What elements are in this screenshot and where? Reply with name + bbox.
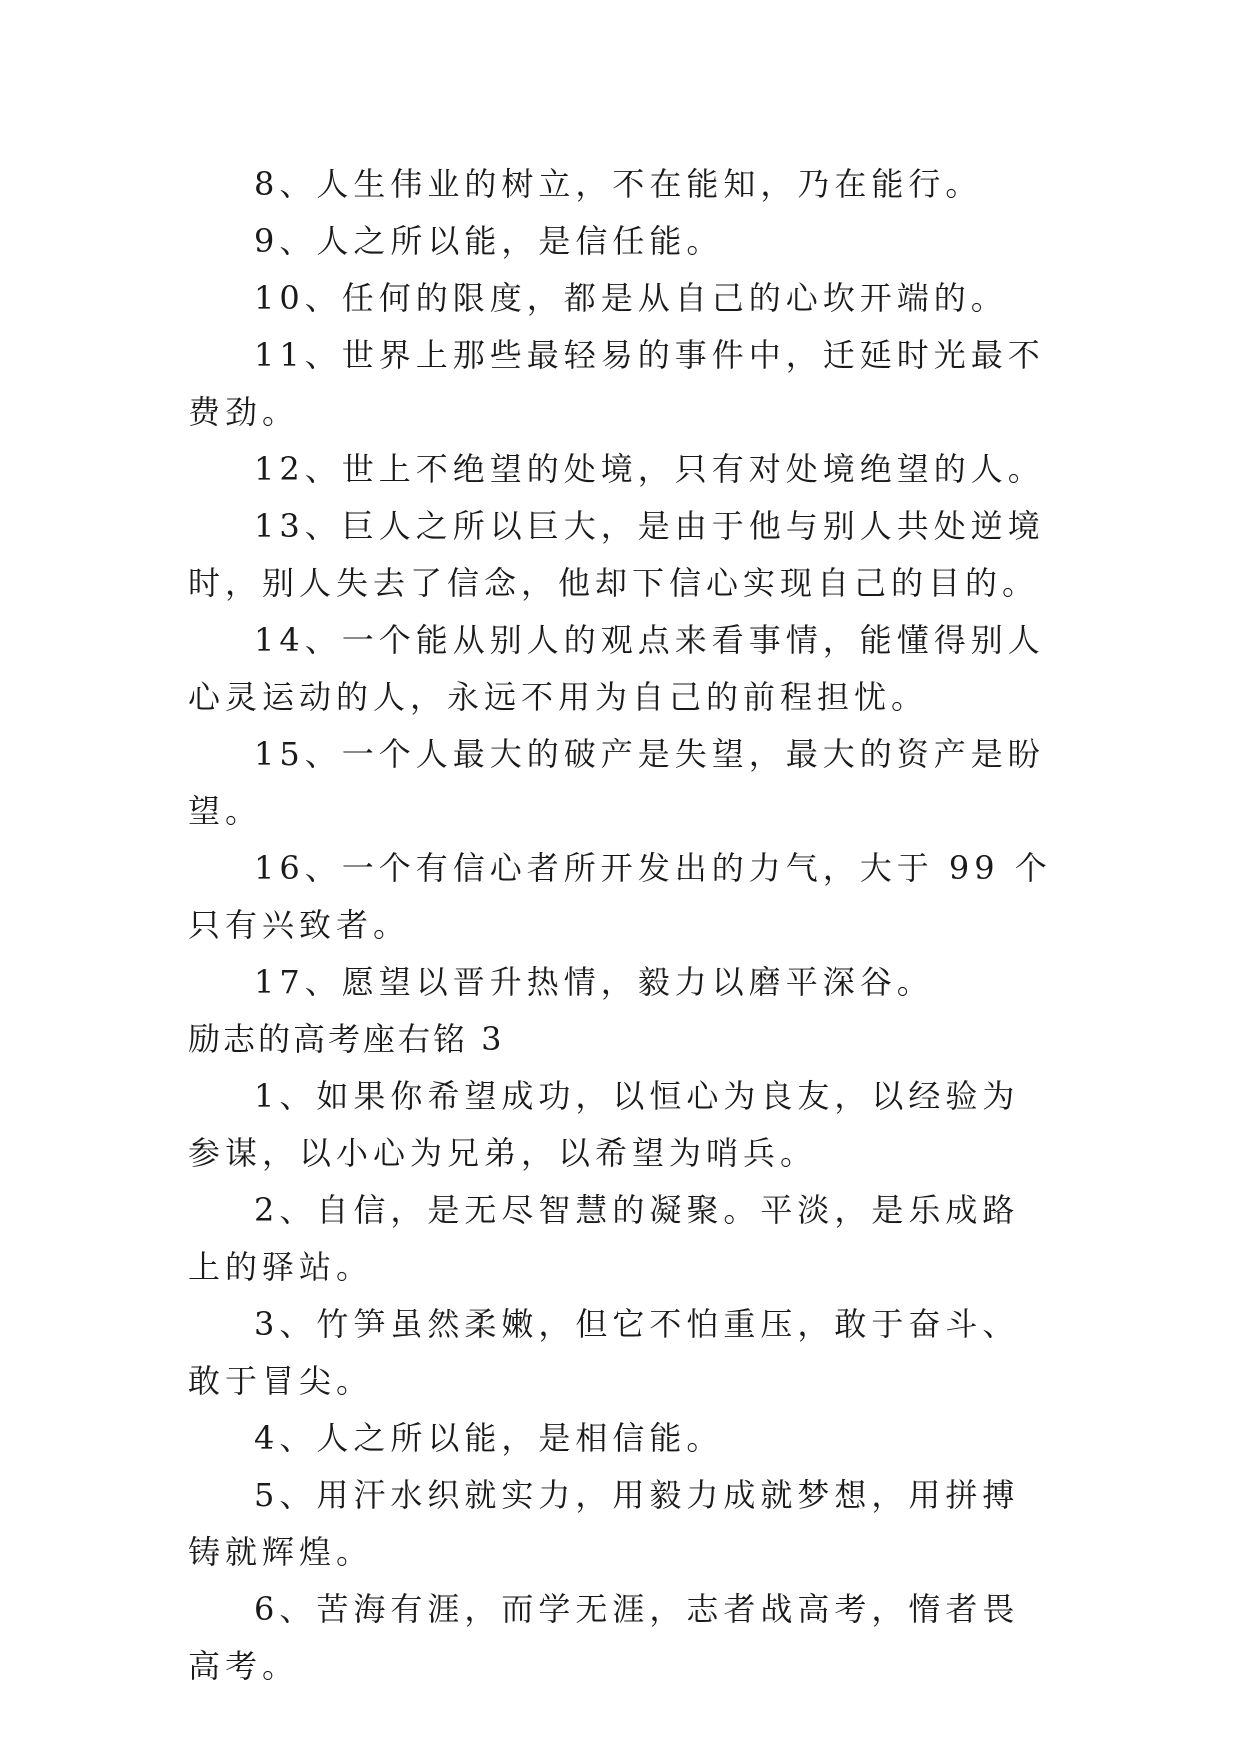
paragraph-9: 9、人之所以能，是信任能。 bbox=[254, 222, 724, 260]
paragraph-10: 10、任何的限度，都是从自己的心坎开端的。 bbox=[254, 279, 1008, 317]
paragraph-s3-6: 6、苦海有涯，而学无涯，志者战高考，惰者畏高考。 bbox=[188, 1590, 1020, 1685]
paragraph-15: 15、一个人最大的破产是失望，最大的资产是盼望。 bbox=[188, 735, 1045, 830]
paragraph-14: 14、一个能从别人的观点来看事情，能懂得别人心灵运动的人，永远不用为自己的前程担忧。 bbox=[188, 621, 1045, 716]
paragraph-17: 17、愿望以晋升热情，毅力以磨平深谷。 bbox=[254, 963, 934, 1001]
document-body bbox=[188, 156, 1056, 1695]
section-heading: 励志的高考座右铭 3 bbox=[188, 1020, 505, 1058]
paragraph-11: 11、世界上那些最轻易的事件中，迁延时光最不费劲。 bbox=[188, 336, 1045, 431]
paragraph-12: 12、世上不绝望的处境，只有对处境绝望的人。 bbox=[254, 450, 1045, 488]
paragraph-13: 13、巨人之所以巨大，是由于他与别人共处逆境时，别人失去了信念，他却下信心实现自己的目的。 bbox=[188, 507, 1045, 602]
paragraph-s3-3: 3、竹笋虽然柔嫩，但它不怕重压，敢于奋斗、敢于冒尖。 bbox=[188, 1305, 1020, 1400]
paragraph-8: 8、人生伟业的树立，不在能知，乃在能行。 bbox=[254, 165, 983, 203]
paragraph-s3-5: 5、用汗水织就实力，用毅力成就梦想，用拼搏铸就辉煌。 bbox=[188, 1476, 1020, 1571]
paragraph-s3-4: 4、人之所以能，是相信能。 bbox=[254, 1419, 724, 1457]
paragraph-s3-1: 1、如果你希望成功，以恒心为良友，以经验为参谋，以小心为兄弟，以希望为哨兵。 bbox=[188, 1077, 1020, 1172]
paragraph-16: 16、一个有信心者所开发出的力气，大于 99 个只有兴致者。 bbox=[188, 849, 1052, 944]
paragraph-s3-2: 2、自信，是无尽智慧的凝聚。平淡，是乐成路上的驿站。 bbox=[188, 1191, 1020, 1286]
